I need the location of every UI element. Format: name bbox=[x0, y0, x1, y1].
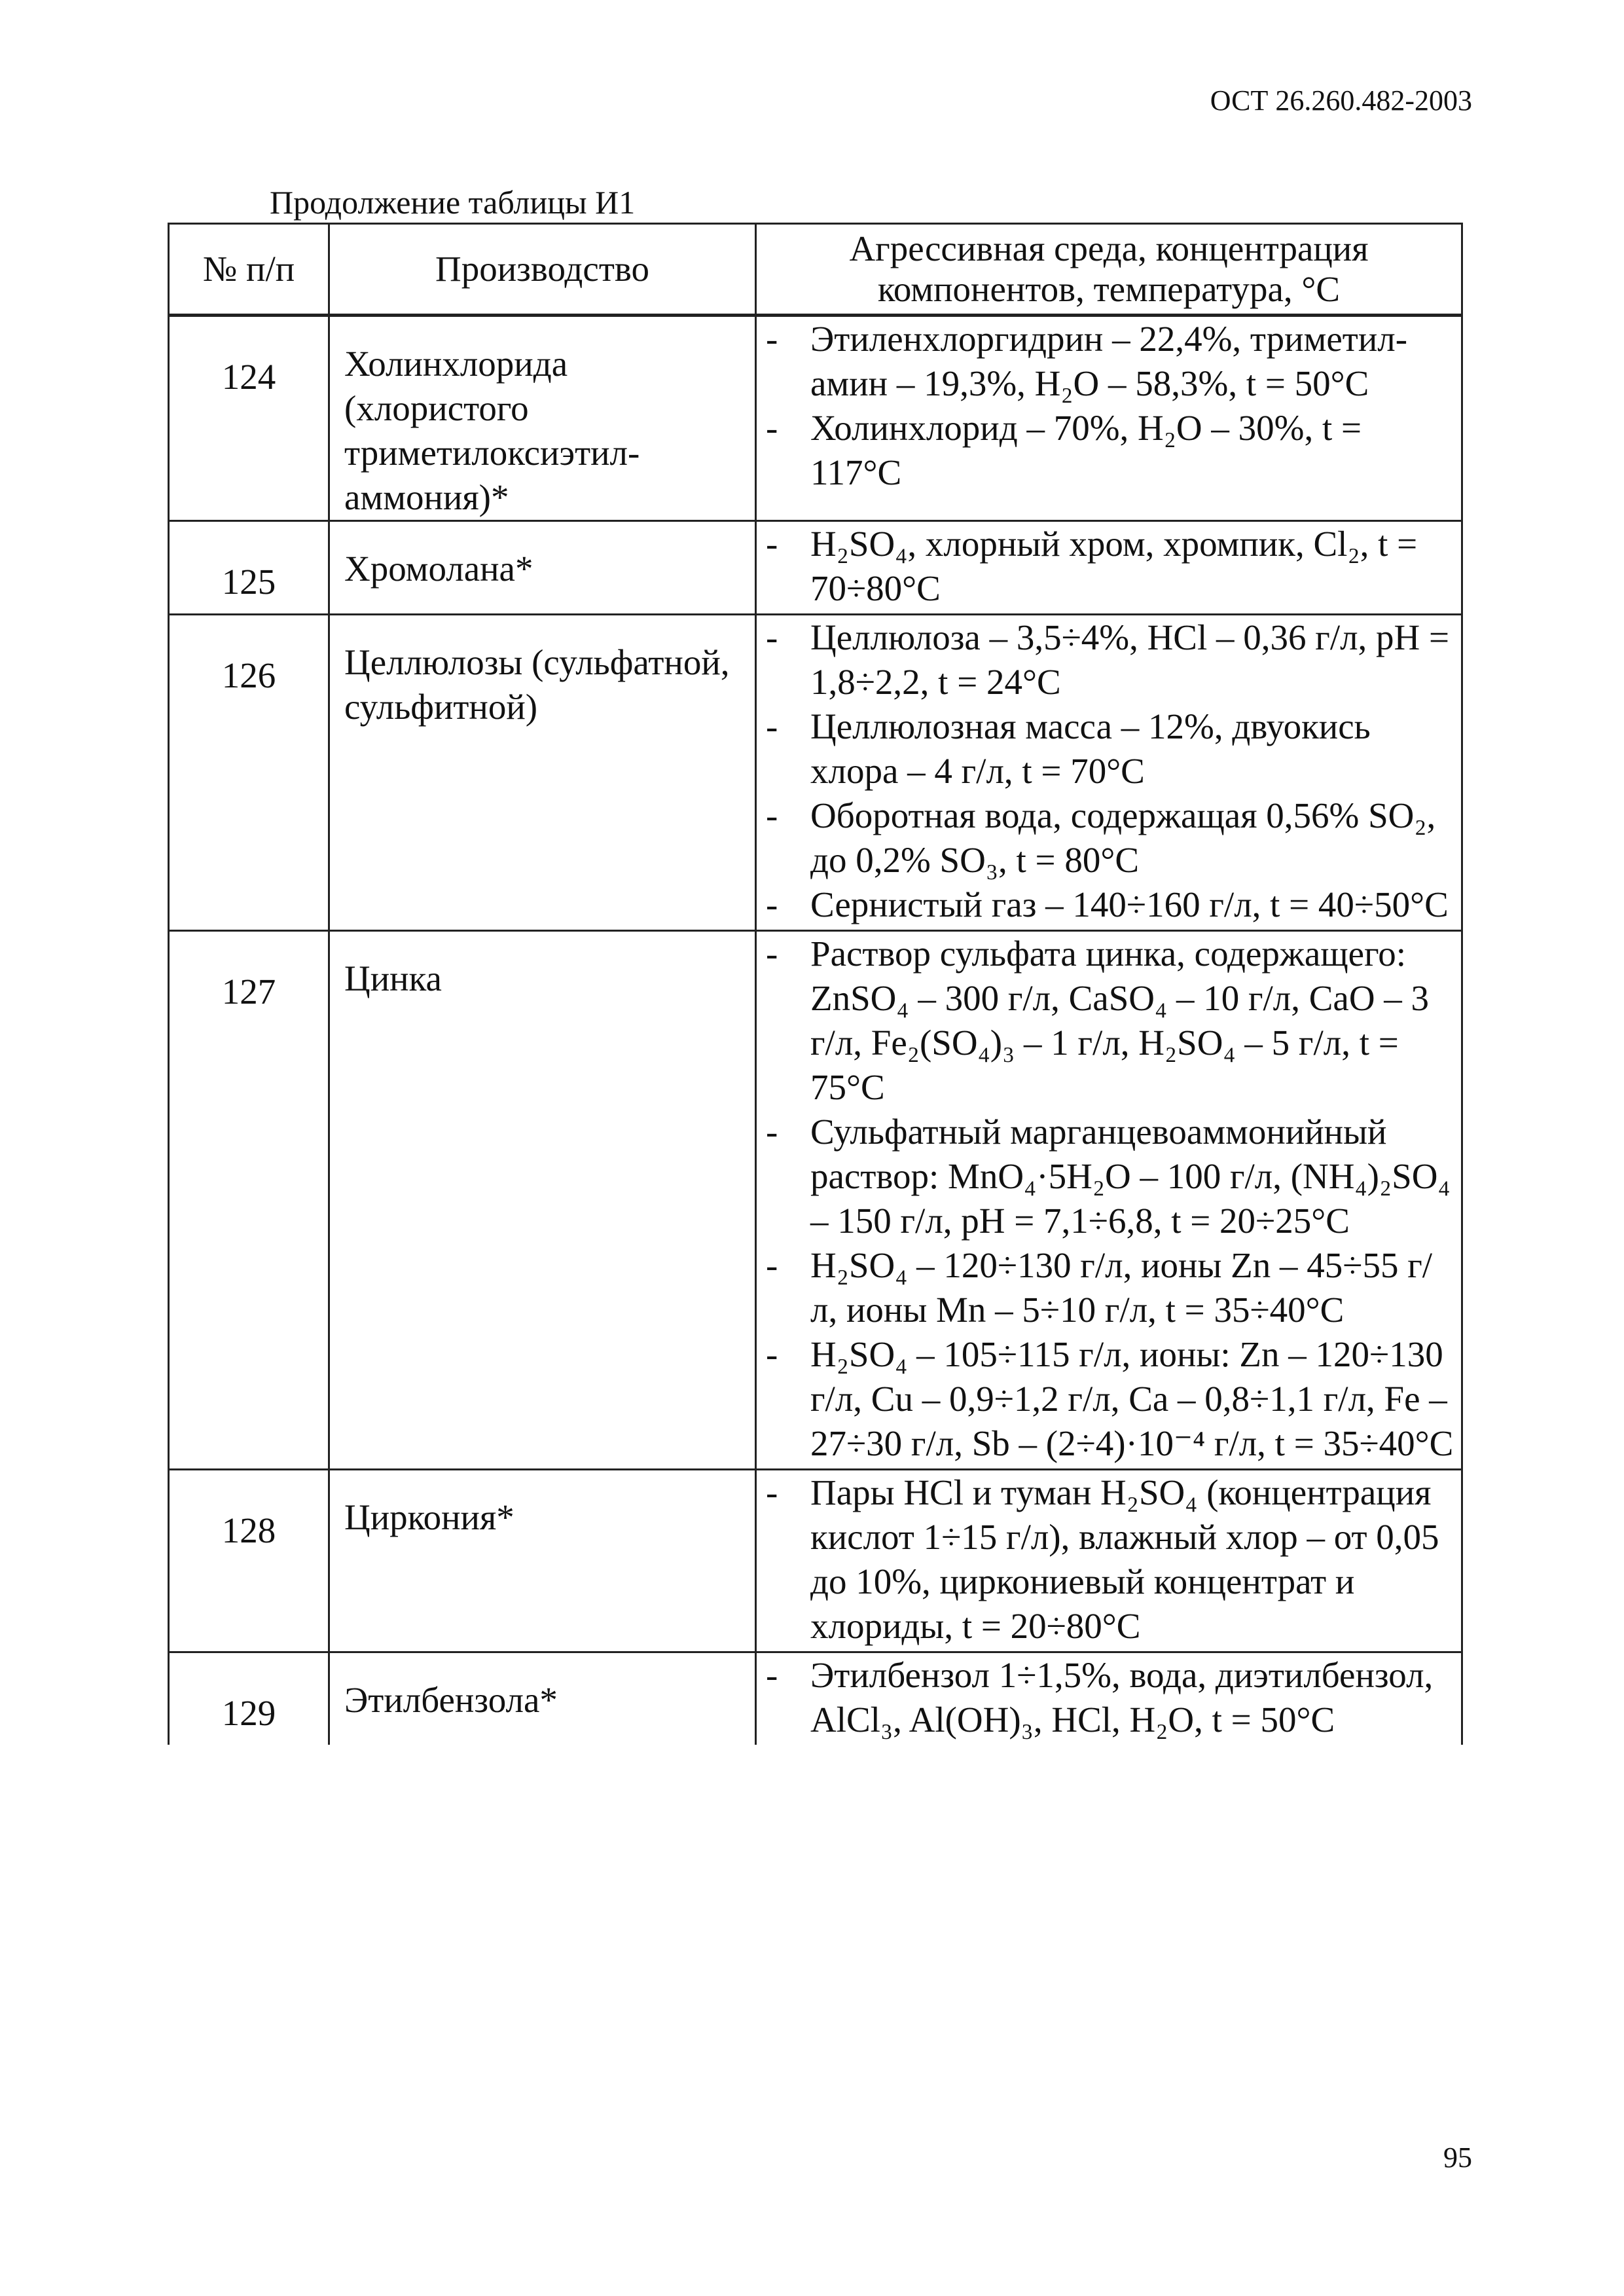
environment-item bbox=[766, 883, 1454, 927]
environment-item-text: Пары HCl и туман H₂SO₄ (концентрация кислот 1÷15 г/л), влажный хлор – от 0,05 до 10%, циркониевый концентрат и хлориды, t = 20÷80°C bbox=[810, 1472, 1439, 1646]
environment-item-text: Целлюлоза – 3,5÷4%, HCl – 0,36 г/л, pH = 1,8÷2,2, t = 24°C bbox=[810, 617, 1450, 702]
aggressive-media-table bbox=[168, 223, 1463, 1745]
list-dash: - bbox=[766, 319, 778, 359]
document-code: ОСТ 26.260.482-2003 bbox=[1210, 84, 1472, 117]
production-cell: Цинка bbox=[329, 931, 756, 1470]
environment-cell bbox=[756, 1470, 1462, 1652]
list-dash: - bbox=[766, 1112, 778, 1152]
environment-item-text: H₂SO₄ – 105÷115 г/л, ионы: Zn – 120÷130 г/л, Cu – 0,9÷1,2 г/л, Ca – 0,8÷1,1 г/л, Fe – 27÷30 г/л, Sb – (2÷4)·10⁻⁴ г/л, t = 35÷40°C bbox=[810, 1334, 1454, 1463]
environment-item-text: Оборотная вода, содержащая 0,56% SO₂, до 0,2% SO₃, t = 80°C bbox=[810, 795, 1436, 880]
environment-item-text: Холинхлорид – 70%, H₂O – 30%, t = 117°C bbox=[810, 408, 1362, 492]
list-dash: - bbox=[766, 524, 778, 564]
table-row bbox=[169, 615, 1462, 931]
row-number: 125 bbox=[169, 521, 329, 615]
row-number: 126 bbox=[169, 615, 329, 931]
environment-item-text: H₂SO₄ – 120÷130 г/л, ионы Zn – 45÷55 г/л, ионы Mn – 5÷10 г/л, t = 35÷40°C bbox=[810, 1245, 1433, 1330]
table-caption: Продолжение таблицы И1 bbox=[270, 184, 636, 221]
environment-item bbox=[766, 317, 1454, 406]
list-dash: - bbox=[766, 706, 778, 746]
environment-item bbox=[766, 1470, 1454, 1649]
environment-item-text: Сернистый газ – 140÷160 г/л, t = 40÷50°C bbox=[810, 884, 1449, 924]
environment-item-text: Этиленхлоргидрин – 22,4%, триметил-амин – 19,3%, H₂O – 58,3%, t = 50°C bbox=[810, 319, 1408, 403]
environment-item-text: Целлюлозная масса – 12%, двуокись хлора – 4 г/л, t = 70°C bbox=[810, 706, 1371, 791]
environment-item-text: Сульфатный марганцевоаммонийный раствор: MnO₄·5H₂O – 100 г/л, (NH₄)₂SO₄ – 150 г/л, pH = 7,1÷6,8, t = 20÷25°C bbox=[810, 1112, 1451, 1241]
environment-item bbox=[766, 932, 1454, 1110]
production-cell: Циркония* bbox=[329, 1470, 756, 1652]
environment-item bbox=[766, 1243, 1454, 1332]
table-body bbox=[169, 316, 1462, 1745]
list-dash: - bbox=[766, 1655, 778, 1695]
row-number: 128 bbox=[169, 1470, 329, 1652]
environment-cell bbox=[756, 521, 1462, 615]
table-row bbox=[169, 316, 1462, 521]
environment-item bbox=[766, 704, 1454, 793]
environment-cell bbox=[756, 615, 1462, 931]
list-dash: - bbox=[766, 1245, 778, 1285]
list-dash: - bbox=[766, 1334, 778, 1374]
column-header-environment: Агрессивная среда, концентрация компонентов, температура, °C bbox=[756, 224, 1462, 316]
environment-item bbox=[766, 615, 1454, 704]
environment-cell bbox=[756, 931, 1462, 1470]
table-row bbox=[169, 931, 1462, 1470]
list-dash: - bbox=[766, 408, 778, 448]
production-cell: Целлюлозы (сульфатной, сульфитной) bbox=[329, 615, 756, 931]
environment-item bbox=[766, 522, 1454, 611]
production-cell: Этилбензола* bbox=[329, 1652, 756, 1745]
production-cell: Хромолана* bbox=[329, 521, 756, 615]
table-row bbox=[169, 1470, 1462, 1652]
environment-item bbox=[766, 1332, 1454, 1466]
list-dash: - bbox=[766, 884, 778, 924]
environment-item-text: Этилбензол 1÷1,5%, вода, диэтилбензол, AlCl₃, Al(OH)₃, HCl, H₂O, t = 50°C bbox=[810, 1655, 1434, 1740]
environment-item bbox=[766, 406, 1454, 495]
table-row bbox=[169, 1652, 1462, 1745]
list-dash: - bbox=[766, 617, 778, 657]
list-dash: - bbox=[766, 934, 778, 974]
row-number: 129 bbox=[169, 1652, 329, 1745]
column-header-number: № п/п bbox=[169, 224, 329, 316]
environment-item bbox=[766, 1110, 1454, 1243]
list-dash: - bbox=[766, 795, 778, 835]
environment-item bbox=[766, 1653, 1454, 1742]
environment-item bbox=[766, 793, 1454, 883]
environment-cell bbox=[756, 1652, 1462, 1745]
column-header-production: Производство bbox=[329, 224, 756, 316]
row-number: 124 bbox=[169, 316, 329, 521]
production-cell: Холинхлорида (хлористого триметилоксиэтил-аммония)* bbox=[329, 316, 756, 521]
table-header-row bbox=[169, 224, 1462, 316]
table-row bbox=[169, 521, 1462, 615]
row-number: 127 bbox=[169, 931, 329, 1470]
page-number: 95 bbox=[1443, 2141, 1472, 2174]
environment-cell bbox=[756, 316, 1462, 521]
list-dash: - bbox=[766, 1472, 778, 1512]
environment-item-text: H₂SO₄, хлорный хром, хромпик, Cl₂, t = 70÷80°C bbox=[810, 524, 1418, 608]
environment-item-text: Раствор сульфата цинка, содержащего: ZnSO₄ – 300 г/л, CaSO₄ – 10 г/л, CaO – 3 г/л, Fe₂(SO₄)₃ – 1 г/л, H₂SO₄ – 5 г/л, t = 75°C bbox=[810, 934, 1430, 1107]
